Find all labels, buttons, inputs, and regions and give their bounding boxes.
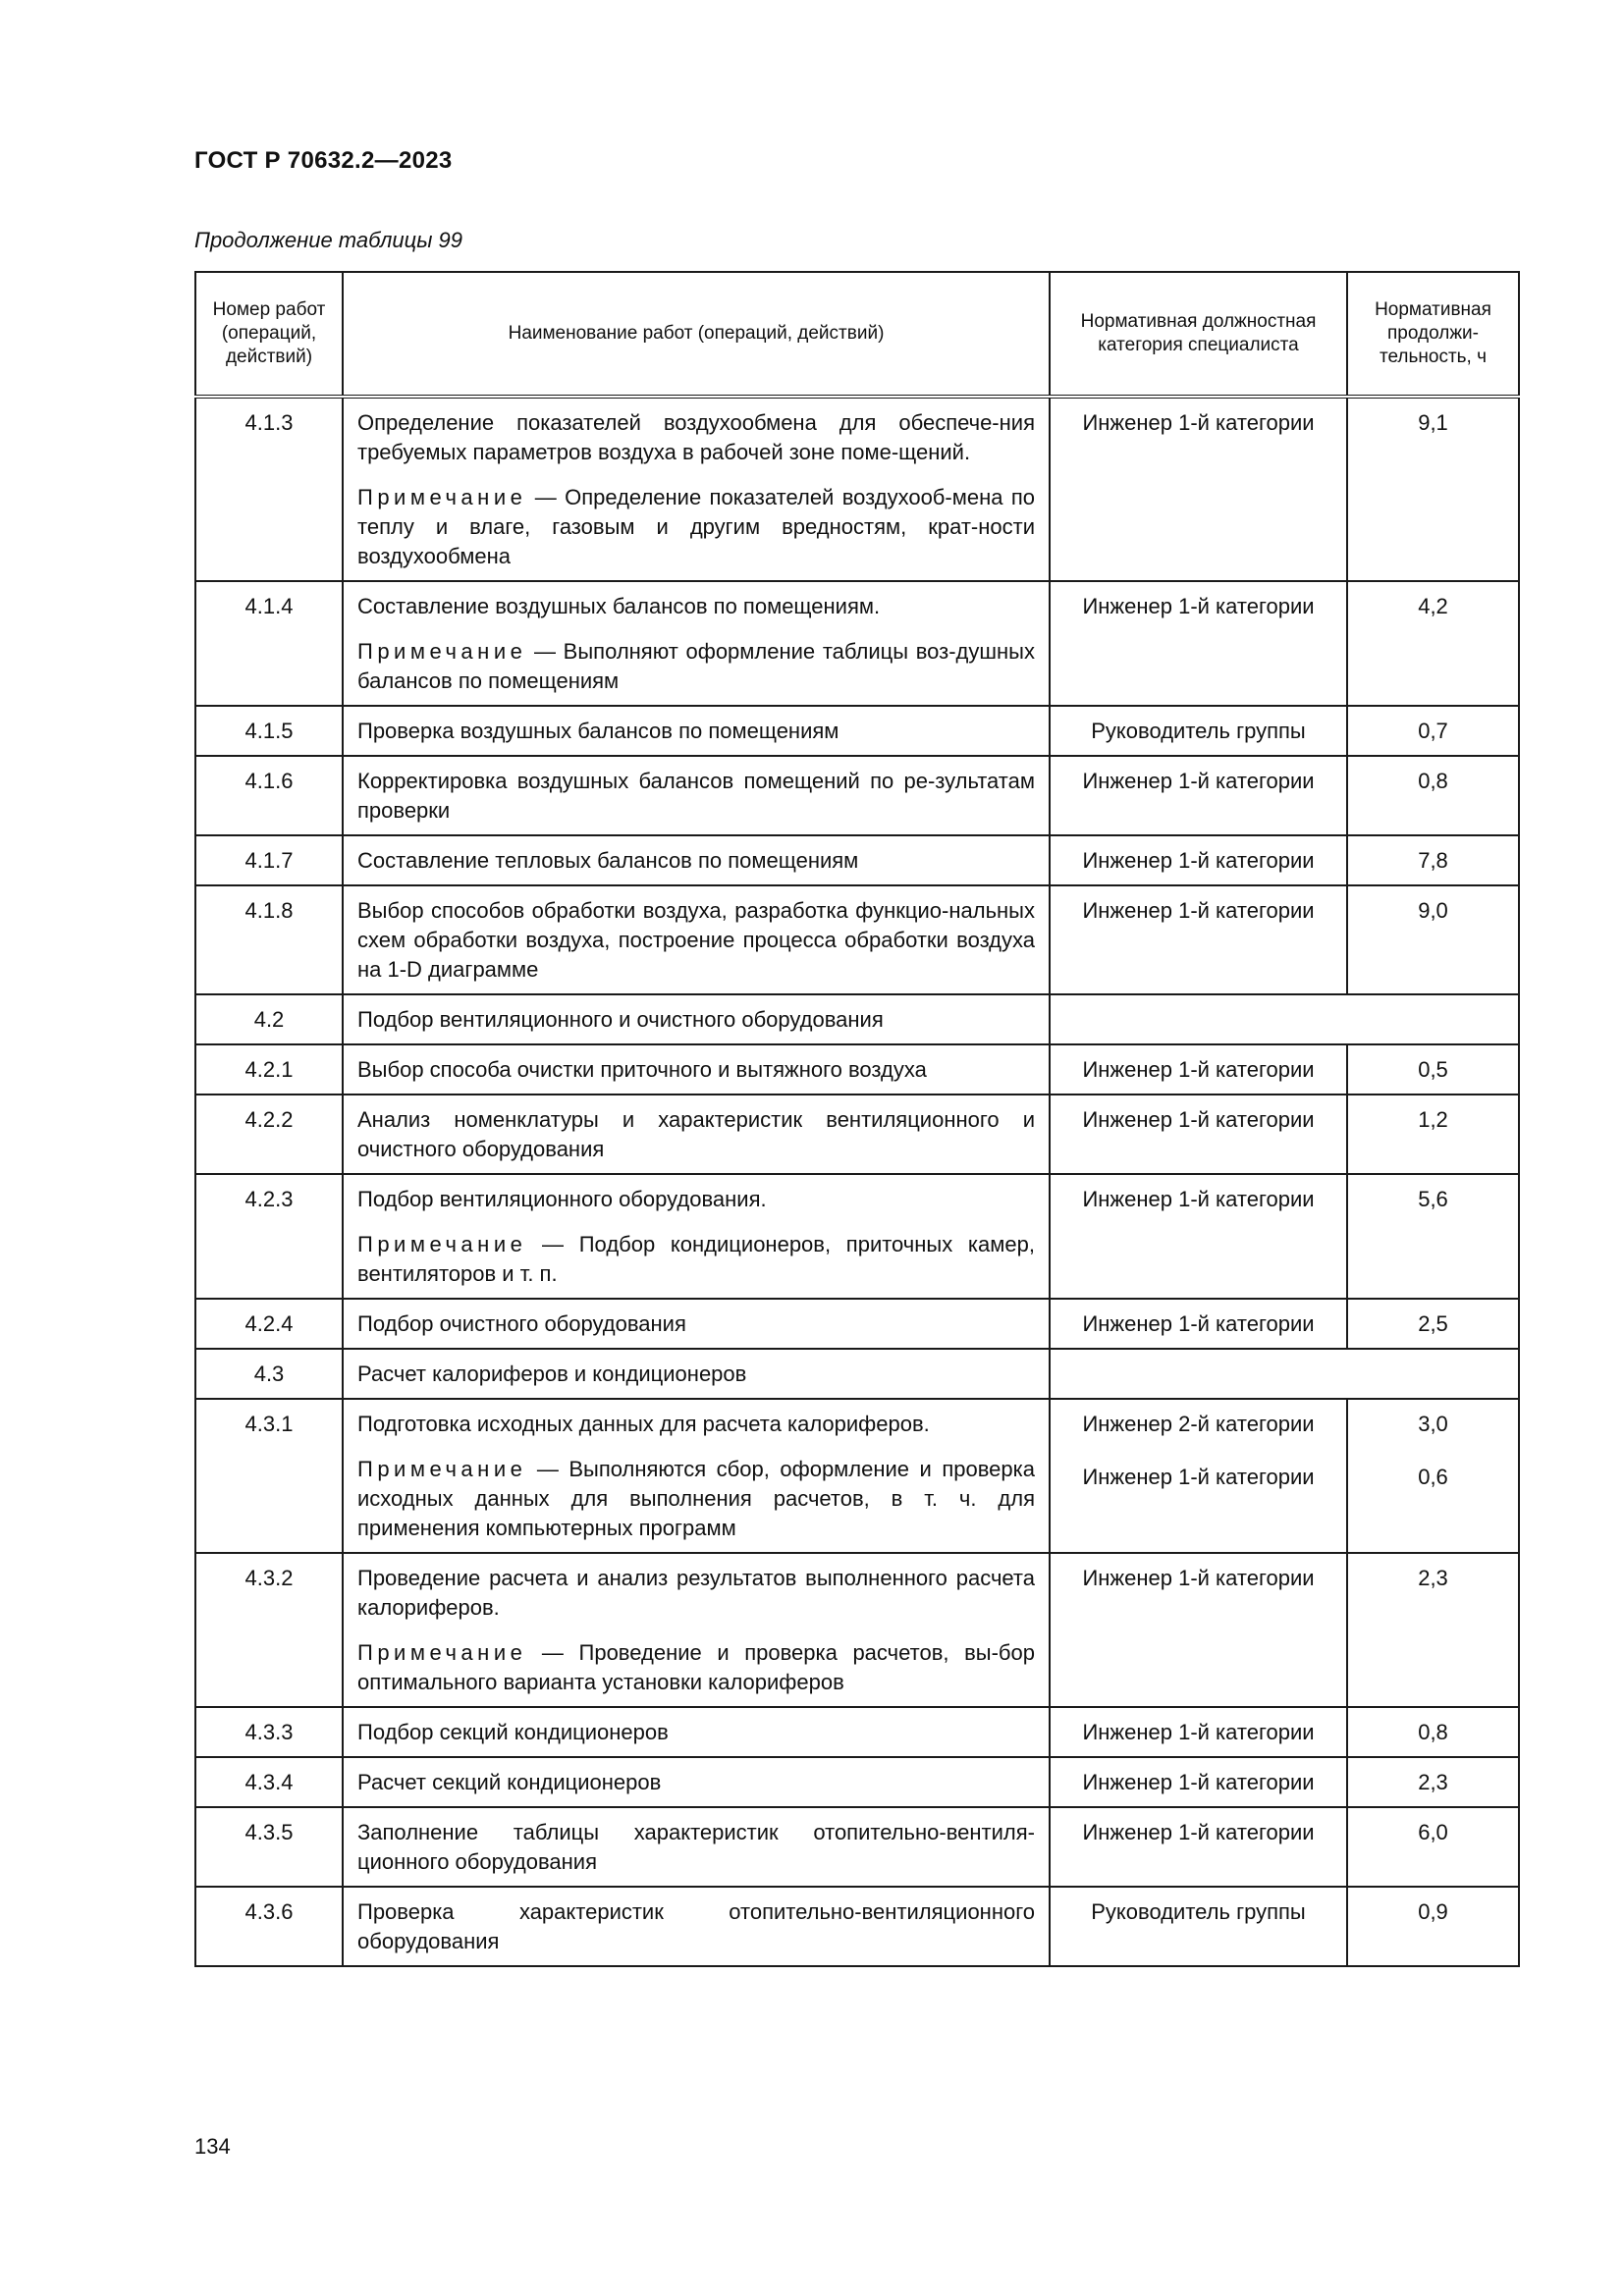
work-name-cell bbox=[343, 1807, 1050, 1887]
duration-value: 0,7 bbox=[1418, 719, 1448, 743]
work-name-cell bbox=[343, 581, 1050, 706]
duration-value: 2,5 bbox=[1418, 1311, 1448, 1336]
work-name: Составление тепловых балансов по помещениям bbox=[357, 848, 859, 873]
table-row bbox=[195, 756, 1519, 835]
work-number: 4.2.1 bbox=[195, 1044, 343, 1095]
specialist-category: Инженер 1-й категории bbox=[1082, 1465, 1315, 1489]
work-number: 4.1.4 bbox=[195, 581, 343, 706]
duration-value: 2,3 bbox=[1418, 1770, 1448, 1794]
note-text: — Проведение и проверка расчетов, вы-бор оптимального варианта установки калориферов bbox=[357, 1640, 1035, 1694]
duration-cell bbox=[1347, 1707, 1519, 1757]
duration-value: 0,9 bbox=[1418, 1899, 1448, 1924]
work-name: Проверка характеристик отопительно-вентиляционного оборудования bbox=[357, 1899, 1035, 1953]
note-label: Примечание bbox=[357, 639, 527, 664]
work-name-cell bbox=[343, 1044, 1050, 1095]
specialist-category: Инженер 1-й категории bbox=[1082, 1187, 1315, 1211]
work-name: Составление воздушных балансов по помещениям. bbox=[357, 594, 881, 618]
duration-cell bbox=[1347, 1174, 1519, 1299]
work-number: 4.1.3 bbox=[195, 397, 343, 581]
table-row bbox=[195, 885, 1519, 994]
specialist-category: Инженер 1-й категории bbox=[1082, 410, 1315, 435]
work-number: 4.2.4 bbox=[195, 1299, 343, 1349]
duration-cell bbox=[1347, 835, 1519, 885]
duration-value: 5,6 bbox=[1418, 1187, 1448, 1211]
note-text: — Подбор кондиционеров, приточных камер, вентиляторов и т. п. bbox=[357, 1232, 1035, 1286]
table-caption: Продолжение таблицы 99 bbox=[194, 228, 462, 252]
work-number: 4.3.3 bbox=[195, 1707, 343, 1757]
table-header-row bbox=[195, 272, 1519, 397]
table-row bbox=[195, 1095, 1519, 1174]
work-number: 4.1.6 bbox=[195, 756, 343, 835]
duration-value: 1,2 bbox=[1418, 1107, 1448, 1132]
work-name: Подготовка исходных данных для расчета калориферов. bbox=[357, 1412, 930, 1436]
work-name: Выбор способов обработки воздуха, разработка функцио-нальных схем обработки воздуха, построение процесса обработки воздуха на 1-D диаграмме bbox=[357, 898, 1035, 982]
work-number: 4.3.5 bbox=[195, 1807, 343, 1887]
work-note bbox=[357, 1638, 1035, 1697]
specialist-category-cell bbox=[1050, 581, 1347, 706]
work-name-cell bbox=[343, 1887, 1050, 1966]
note-label: Примечание bbox=[357, 485, 527, 509]
work-note bbox=[357, 637, 1035, 696]
column-header-name: Наименование работ (операций, действий) bbox=[343, 272, 1050, 397]
work-note bbox=[357, 1455, 1035, 1543]
duration-cell bbox=[1347, 1095, 1519, 1174]
work-name: Корректировка воздушных балансов помещений по ре-зультатам проверки bbox=[357, 769, 1035, 823]
work-note bbox=[357, 1230, 1035, 1289]
table-row bbox=[195, 1757, 1519, 1807]
duration-value: 3,0 bbox=[1418, 1412, 1448, 1436]
table-row bbox=[195, 1044, 1519, 1095]
work-name: Подбор секций кондиционеров bbox=[357, 1720, 669, 1744]
specialist-category: Инженер 1-й категории bbox=[1082, 1820, 1315, 1844]
duration-value: 0,6 bbox=[1418, 1465, 1448, 1489]
work-name: Анализ номенклатуры и характеристик вентиляционного и очистного оборудования bbox=[357, 1107, 1035, 1161]
work-name: Подбор очистного оборудования bbox=[357, 1311, 686, 1336]
duration-cell bbox=[1347, 1299, 1519, 1349]
table-row bbox=[195, 1299, 1519, 1349]
duration-cell bbox=[1347, 1399, 1519, 1553]
duration-cell bbox=[1347, 706, 1519, 756]
table-row bbox=[195, 1553, 1519, 1707]
work-name-cell bbox=[343, 885, 1050, 994]
work-number: 4.2.3 bbox=[195, 1174, 343, 1299]
duration-value: 0,8 bbox=[1418, 1720, 1448, 1744]
specialist-category-cell bbox=[1050, 1887, 1347, 1966]
specialist-category: Инженер 1-й категории bbox=[1082, 1107, 1315, 1132]
note-label: Примечание bbox=[357, 1640, 527, 1665]
work-name-cell bbox=[343, 1299, 1050, 1349]
table-row bbox=[195, 397, 1519, 581]
duration-value: 0,8 bbox=[1418, 769, 1448, 793]
table-row bbox=[195, 1807, 1519, 1887]
specialist-category: Руководитель группы bbox=[1091, 719, 1306, 743]
work-name: Расчет секций кондиционеров bbox=[357, 1770, 662, 1794]
work-number: 4.3.6 bbox=[195, 1887, 343, 1966]
duration-cell bbox=[1347, 1807, 1519, 1887]
specialist-category-cell bbox=[1050, 885, 1347, 994]
table-row bbox=[195, 1887, 1519, 1966]
specialist-category: Инженер 1-й категории bbox=[1082, 1566, 1315, 1590]
duration-cell bbox=[1347, 1887, 1519, 1966]
document-code: ГОСТ Р 70632.2—2023 bbox=[194, 147, 453, 174]
work-name-cell bbox=[343, 1349, 1050, 1399]
duration-cell bbox=[1347, 1044, 1519, 1095]
work-name-cell bbox=[343, 1095, 1050, 1174]
page-number: 134 bbox=[194, 2134, 231, 2159]
table-row bbox=[195, 835, 1519, 885]
specialist-category-cell bbox=[1050, 1299, 1347, 1349]
work-name-cell bbox=[343, 706, 1050, 756]
work-number: 4.3.4 bbox=[195, 1757, 343, 1807]
work-name: Выбор способа очистки приточного и вытяжного воздуха bbox=[357, 1057, 927, 1082]
work-name-cell bbox=[343, 1553, 1050, 1707]
specialist-category: Инженер 1-й категории bbox=[1082, 848, 1315, 873]
work-number: 4.1.5 bbox=[195, 706, 343, 756]
work-name-cell bbox=[343, 994, 1050, 1044]
duration-cell bbox=[1347, 1553, 1519, 1707]
works-table bbox=[194, 271, 1520, 1967]
empty-cell bbox=[1050, 994, 1519, 1044]
work-number: 4.2.2 bbox=[195, 1095, 343, 1174]
work-name-cell bbox=[343, 835, 1050, 885]
specialist-category-cell bbox=[1050, 1174, 1347, 1299]
duration-value: 9,1 bbox=[1418, 410, 1448, 435]
work-name: Подбор вентиляционного и очистного оборудования bbox=[357, 1007, 884, 1032]
specialist-category: Инженер 2-й категории bbox=[1082, 1412, 1315, 1436]
duration-cell bbox=[1347, 581, 1519, 706]
work-note bbox=[357, 483, 1035, 571]
specialist-category-cell bbox=[1050, 1707, 1347, 1757]
work-name: Подбор вентиляционного оборудования. bbox=[357, 1187, 767, 1211]
empty-cell bbox=[1050, 1349, 1519, 1399]
table-row bbox=[195, 1399, 1519, 1553]
specialist-category: Инженер 1-й категории bbox=[1082, 1311, 1315, 1336]
column-header-duration: Нормативная продолжи-тельность, ч bbox=[1347, 272, 1519, 397]
note-text: — Выполняются сбор, оформление и проверка исходных данных для выполнения расчетов, в т. ч. для применения компьютерных программ bbox=[357, 1457, 1035, 1540]
table-section-row bbox=[195, 994, 1519, 1044]
column-header-number: Номер работ (операций, действий) bbox=[195, 272, 343, 397]
specialist-category-cell bbox=[1050, 1757, 1347, 1807]
work-name: Заполнение таблицы характеристик отопительно-вентиля-ционного оборудования bbox=[357, 1820, 1035, 1874]
specialist-category-cell bbox=[1050, 1044, 1347, 1095]
duration-value: 0,5 bbox=[1418, 1057, 1448, 1082]
note-text: — Выполняют оформление таблицы воз-душных балансов по помещениям bbox=[357, 639, 1035, 693]
duration-cell bbox=[1347, 885, 1519, 994]
specialist-category: Инженер 1-й категории bbox=[1082, 1770, 1315, 1794]
specialist-category: Инженер 1-й категории bbox=[1082, 769, 1315, 793]
duration-cell bbox=[1347, 397, 1519, 581]
table-row bbox=[195, 1174, 1519, 1299]
note-label: Примечание bbox=[357, 1232, 527, 1256]
table-row bbox=[195, 581, 1519, 706]
work-name: Проверка воздушных балансов по помещениям bbox=[357, 719, 839, 743]
work-name-cell bbox=[343, 1707, 1050, 1757]
specialist-category-cell bbox=[1050, 1399, 1347, 1553]
work-name-cell bbox=[343, 1174, 1050, 1299]
specialist-category-cell bbox=[1050, 1095, 1347, 1174]
specialist-category-cell bbox=[1050, 1553, 1347, 1707]
duration-value: 6,0 bbox=[1418, 1820, 1448, 1844]
specialist-category-cell bbox=[1050, 835, 1347, 885]
specialist-category-cell bbox=[1050, 397, 1347, 581]
duration-value: 4,2 bbox=[1418, 594, 1448, 618]
column-header-category: Нормативная должностная категория специалиста bbox=[1050, 272, 1347, 397]
work-number: 4.3.1 bbox=[195, 1399, 343, 1553]
note-label: Примечание bbox=[357, 1457, 527, 1481]
specialist-category-cell bbox=[1050, 1807, 1347, 1887]
specialist-category: Руководитель группы bbox=[1091, 1899, 1306, 1924]
duration-value: 7,8 bbox=[1418, 848, 1448, 873]
work-name-cell bbox=[343, 1399, 1050, 1553]
duration-value: 9,0 bbox=[1418, 898, 1448, 923]
work-number: 4.3.2 bbox=[195, 1553, 343, 1707]
work-name-cell bbox=[343, 756, 1050, 835]
work-number: 4.2 bbox=[195, 994, 343, 1044]
duration-value: 2,3 bbox=[1418, 1566, 1448, 1590]
work-number: 4.1.7 bbox=[195, 835, 343, 885]
duration-cell bbox=[1347, 1757, 1519, 1807]
table-section-row bbox=[195, 1349, 1519, 1399]
work-name: Расчет калориферов и кондиционеров bbox=[357, 1362, 747, 1386]
table-row bbox=[195, 1707, 1519, 1757]
table-body bbox=[195, 397, 1519, 1966]
table-row bbox=[195, 706, 1519, 756]
specialist-category: Инженер 1-й категории bbox=[1082, 1720, 1315, 1744]
work-name: Определение показателей воздухообмена для обеспече-ния требуемых параметров воздуха в рабочей зоне поме-щений. bbox=[357, 410, 1035, 464]
duration-cell bbox=[1347, 756, 1519, 835]
work-name-cell bbox=[343, 1757, 1050, 1807]
specialist-category-cell bbox=[1050, 706, 1347, 756]
work-number: 4.1.8 bbox=[195, 885, 343, 994]
specialist-category: Инженер 1-й категории bbox=[1082, 898, 1315, 923]
work-number: 4.3 bbox=[195, 1349, 343, 1399]
note-text: — Определение показателей воздухооб-мена по теплу и влаге, газовым и другим вредностям, крат-ности воздухообмена bbox=[357, 485, 1035, 568]
specialist-category: Инженер 1-й категории bbox=[1082, 1057, 1315, 1082]
specialist-category: Инженер 1-й категории bbox=[1082, 594, 1315, 618]
specialist-category-cell bbox=[1050, 756, 1347, 835]
work-name-cell bbox=[343, 397, 1050, 581]
work-name: Проведение расчета и анализ результатов выполненного расчета калориферов. bbox=[357, 1566, 1035, 1620]
